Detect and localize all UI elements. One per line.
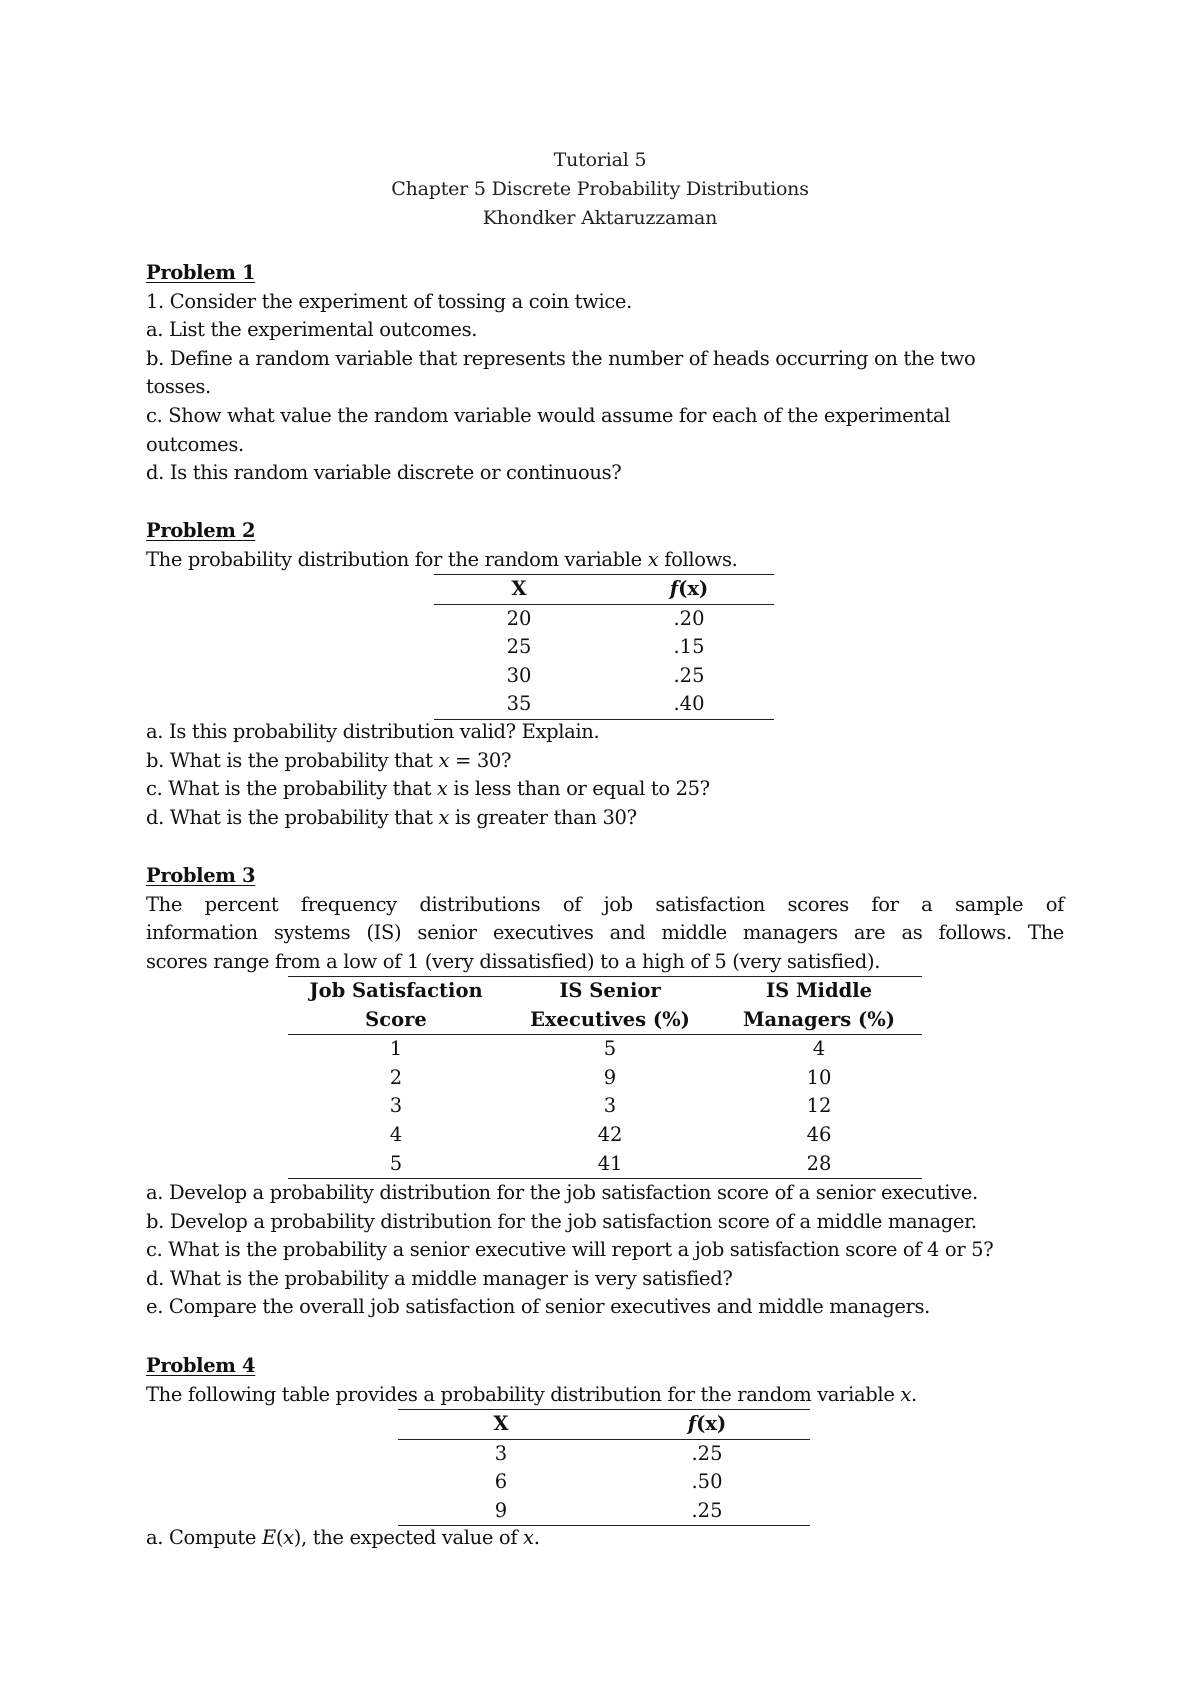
problem-3-questions: [146, 1179, 1066, 1322]
problem-3-table-row-middle-cell: 10: [806, 1065, 832, 1089]
problem-2-part-c-var: x: [436, 777, 448, 801]
problem-3-table-row: [288, 1035, 922, 1064]
problem-2-questions: [146, 718, 1066, 832]
problem-3-col-score-line2: Score: [288, 1006, 504, 1035]
problem-2-part-d-text-b: is greater than 30?: [449, 805, 637, 829]
problem-2-table-row-x-cell: 25: [506, 635, 532, 659]
problem-4-intro-text-b: .: [911, 1382, 917, 1406]
problem-3-table-row-score-cell: 1: [389, 1037, 403, 1061]
problem-2-part-c-text-b: is less than or equal to 25?: [447, 777, 710, 801]
problem-3-table-row-middle-cell: 4: [812, 1037, 826, 1061]
problem-2-table-row: [434, 662, 774, 691]
problem-4-intro-var: x: [900, 1382, 912, 1406]
problem-4-title: Problem 4: [146, 1354, 256, 1377]
author-name: Khondker Aktaruzzaman: [482, 207, 718, 229]
problem-3: [146, 862, 1064, 976]
problem-3-table-row: [288, 1064, 922, 1093]
problem-3-intro-line2: information systems (IS) senior executives and middle managers are as follows. The: [146, 921, 1064, 945]
problem-3-part-e: e. Compare the overall job satisfaction of senior executives and middle managers.: [146, 1295, 931, 1319]
problem-4-part-a-text: a. Compute: [146, 1526, 262, 1549]
problem-3-part-b: b. Develop a probability distribution for the job satisfaction score of a middle manager.: [146, 1209, 977, 1233]
problem-2-table-row-x-cell: 20: [506, 606, 532, 630]
problem-3-table-row: [288, 1150, 922, 1179]
problem-2-table-row: [434, 633, 774, 662]
problem-3-table-row-score-cell: 2: [389, 1065, 403, 1089]
problem-2-intro-text-b: follows.: [658, 547, 738, 571]
problem-3-col-senior-line1: IS Senior: [559, 979, 661, 1002]
problem-2-part-b: [146, 747, 1066, 776]
problem-2-table-body: [434, 604, 774, 719]
problem-3-table-wrap: [288, 976, 922, 1179]
problem-1: [146, 259, 1066, 488]
problem-4-table-row: [398, 1468, 810, 1497]
problem-2-table-row-f-cell: .20: [673, 606, 705, 630]
problem-3-table-row-middle-cell: 46: [806, 1122, 832, 1146]
problem-2-part-b-text-b: = 30?: [449, 748, 512, 772]
problem-2: [146, 517, 1066, 574]
tutorial-title: Tutorial 5: [553, 149, 647, 171]
problem-2-intro: [146, 546, 1066, 575]
problem-1-part-b-line1: b. Define a random variable that represents the number of heads occurring on the two: [146, 346, 976, 370]
problem-3-col-middle-line2: Managers (%): [716, 1006, 922, 1035]
chapter-title: Chapter 5 Discrete Probability Distributions: [391, 178, 809, 200]
problem-2-col-fx: [604, 575, 774, 605]
problem-3-table-row-senior-cell: 41: [504, 1150, 716, 1179]
problem-3-col-middle-line1: IS Middle: [765, 979, 873, 1002]
problem-4-intro-text-a: The following table provides a probability distribution for the random variable: [146, 1382, 901, 1406]
problem-4-part-a-end: .: [533, 1526, 540, 1549]
problem-2-part-b-var: x: [438, 748, 450, 772]
problem-4-table-row-f-cell: .25: [604, 1497, 810, 1526]
problem-4-part-a-text-b: , the expected value of: [301, 1526, 524, 1549]
problem-1-part-c-line1: c. Show what value the random variable would assume for each of the experimental: [146, 403, 951, 427]
problem-4-part-a: [146, 1524, 1066, 1553]
expected-value-symbol: E: [261, 1526, 276, 1549]
problem-3-table-row-score-cell: 5: [288, 1150, 504, 1179]
problem-4-table-row-f-cell: .50: [691, 1470, 723, 1494]
problem-3-intro: [146, 891, 1064, 948]
problem-3-table-row-middle-cell: 12: [806, 1094, 832, 1118]
problem-3-table-row: [288, 1092, 922, 1121]
problem-3-table-body: [288, 1035, 922, 1179]
problem-4-table-row: [398, 1497, 810, 1526]
problem-3-table-row-score-cell: 4: [389, 1122, 403, 1146]
problem-4-table: [398, 1409, 810, 1526]
problem-1-question: 1. Consider the experiment of tossing a coin twice.: [146, 289, 632, 313]
problem-2-part-d-var: x: [438, 805, 450, 829]
problem-2-part-d-text-a: d. What is the probability that: [146, 805, 439, 829]
problem-3-col-senior-line2: Executives (%): [504, 1006, 716, 1035]
problem-3-col-score-line1: Job Satisfaction: [309, 979, 483, 1002]
problem-1-title: Problem 1: [146, 261, 256, 284]
problem-4-intro: [146, 1381, 1066, 1410]
problem-4-table-row: [398, 1439, 810, 1468]
problem-4-table-wrap: [398, 1409, 810, 1526]
problem-2-table-row-f-cell: .15: [673, 635, 705, 659]
problem-4-table-row-x-cell: 6: [494, 1470, 508, 1494]
problem-2-col-fx-arg: (x): [678, 577, 709, 600]
document-header: [0, 146, 1200, 233]
problem-3-intro-line1: The percent frequency distributions of job satisfaction scores for a sample of: [146, 892, 1064, 916]
problem-4-table-row-x-cell: 3: [494, 1441, 508, 1465]
problem-4-table-body: [398, 1439, 810, 1526]
problem-1-part-a: a. List the experimental outcomes.: [146, 318, 478, 342]
expected-value-var: x: [283, 1526, 294, 1549]
problem-2-part-d: [146, 804, 1066, 833]
problem-3-table-row-senior-cell: 5: [603, 1037, 617, 1061]
problem-2-table-row-f-cell: .25: [673, 663, 705, 687]
problem-2-table-wrap: [434, 574, 774, 720]
problem-4-col-fx: [604, 1410, 810, 1440]
problem-2-table-row: [434, 604, 774, 633]
problem-3-part-d: d. What is the probability a middle manager is very satisfied?: [146, 1266, 733, 1290]
problem-4-col-x: X: [398, 1410, 604, 1440]
problem-3-table-row-senior-cell: 42: [597, 1122, 623, 1146]
problem-2-table-row: [434, 690, 774, 719]
problem-4: [146, 1352, 1066, 1409]
problem-2-part-c-text-a: c. What is the probability that: [146, 777, 437, 801]
problem-2-table-row-x-cell: 30: [506, 663, 532, 687]
problem-4-col-fx-arg: (x): [696, 1412, 727, 1435]
problem-4-questions: [146, 1524, 1066, 1553]
problem-4-part-a-var2: x: [523, 1526, 534, 1549]
problem-3-table-row-score-cell: 3: [389, 1094, 403, 1118]
problem-2-table: [434, 574, 774, 720]
problem-3-title: Problem 3: [146, 864, 256, 887]
problem-2-table-row-f-cell: .40: [604, 690, 774, 719]
problem-3-table-row-senior-cell: 3: [603, 1094, 617, 1118]
problem-3-table: [288, 976, 922, 1179]
problem-1-part-d: d. Is this random variable discrete or continuous?: [146, 461, 622, 485]
problem-2-part-b-text-a: b. What is the probability that: [146, 748, 439, 772]
problem-2-col-x: X: [434, 575, 604, 605]
problem-1-part-b-line2: tosses.: [146, 375, 211, 399]
problem-2-intro-text-a: The probability distribution for the random variable: [146, 547, 648, 571]
problem-3-table-row-middle-cell: 28: [716, 1150, 922, 1179]
problem-2-intro-var: x: [647, 547, 659, 571]
problem-2-table-row-x-cell: 35: [434, 690, 604, 719]
problem-4-table-row-x-cell: 9: [398, 1497, 604, 1526]
expected-value-close-paren: ): [293, 1526, 302, 1549]
problem-3-intro-line3: scores range from a low of 1 (very dissatisfied) to a high of 5 (very satisfied).: [146, 949, 881, 973]
problem-2-col-fx-fn: f: [669, 577, 679, 600]
problem-3-table-row-senior-cell: 9: [603, 1065, 617, 1089]
problem-1-part-c-line2: outcomes.: [146, 432, 244, 456]
problem-3-part-c: c. What is the probability a senior executive will report a job satisfaction score of 4 or 5?: [146, 1238, 994, 1262]
problem-2-title: Problem 2: [146, 519, 256, 542]
problem-3-part-a: a. Develop a probability distribution for the job satisfaction score of a senior executive.: [146, 1181, 978, 1204]
problem-2-part-a: a. Is this probability distribution valid? Explain.: [146, 720, 600, 743]
expected-value-open-paren: (: [275, 1526, 284, 1549]
problem-3-table-row: [288, 1121, 922, 1150]
problem-4-table-row-f-cell: .25: [691, 1441, 723, 1465]
problem-4-col-fx-fn: f: [687, 1412, 697, 1435]
problem-2-part-c: [146, 775, 1066, 804]
